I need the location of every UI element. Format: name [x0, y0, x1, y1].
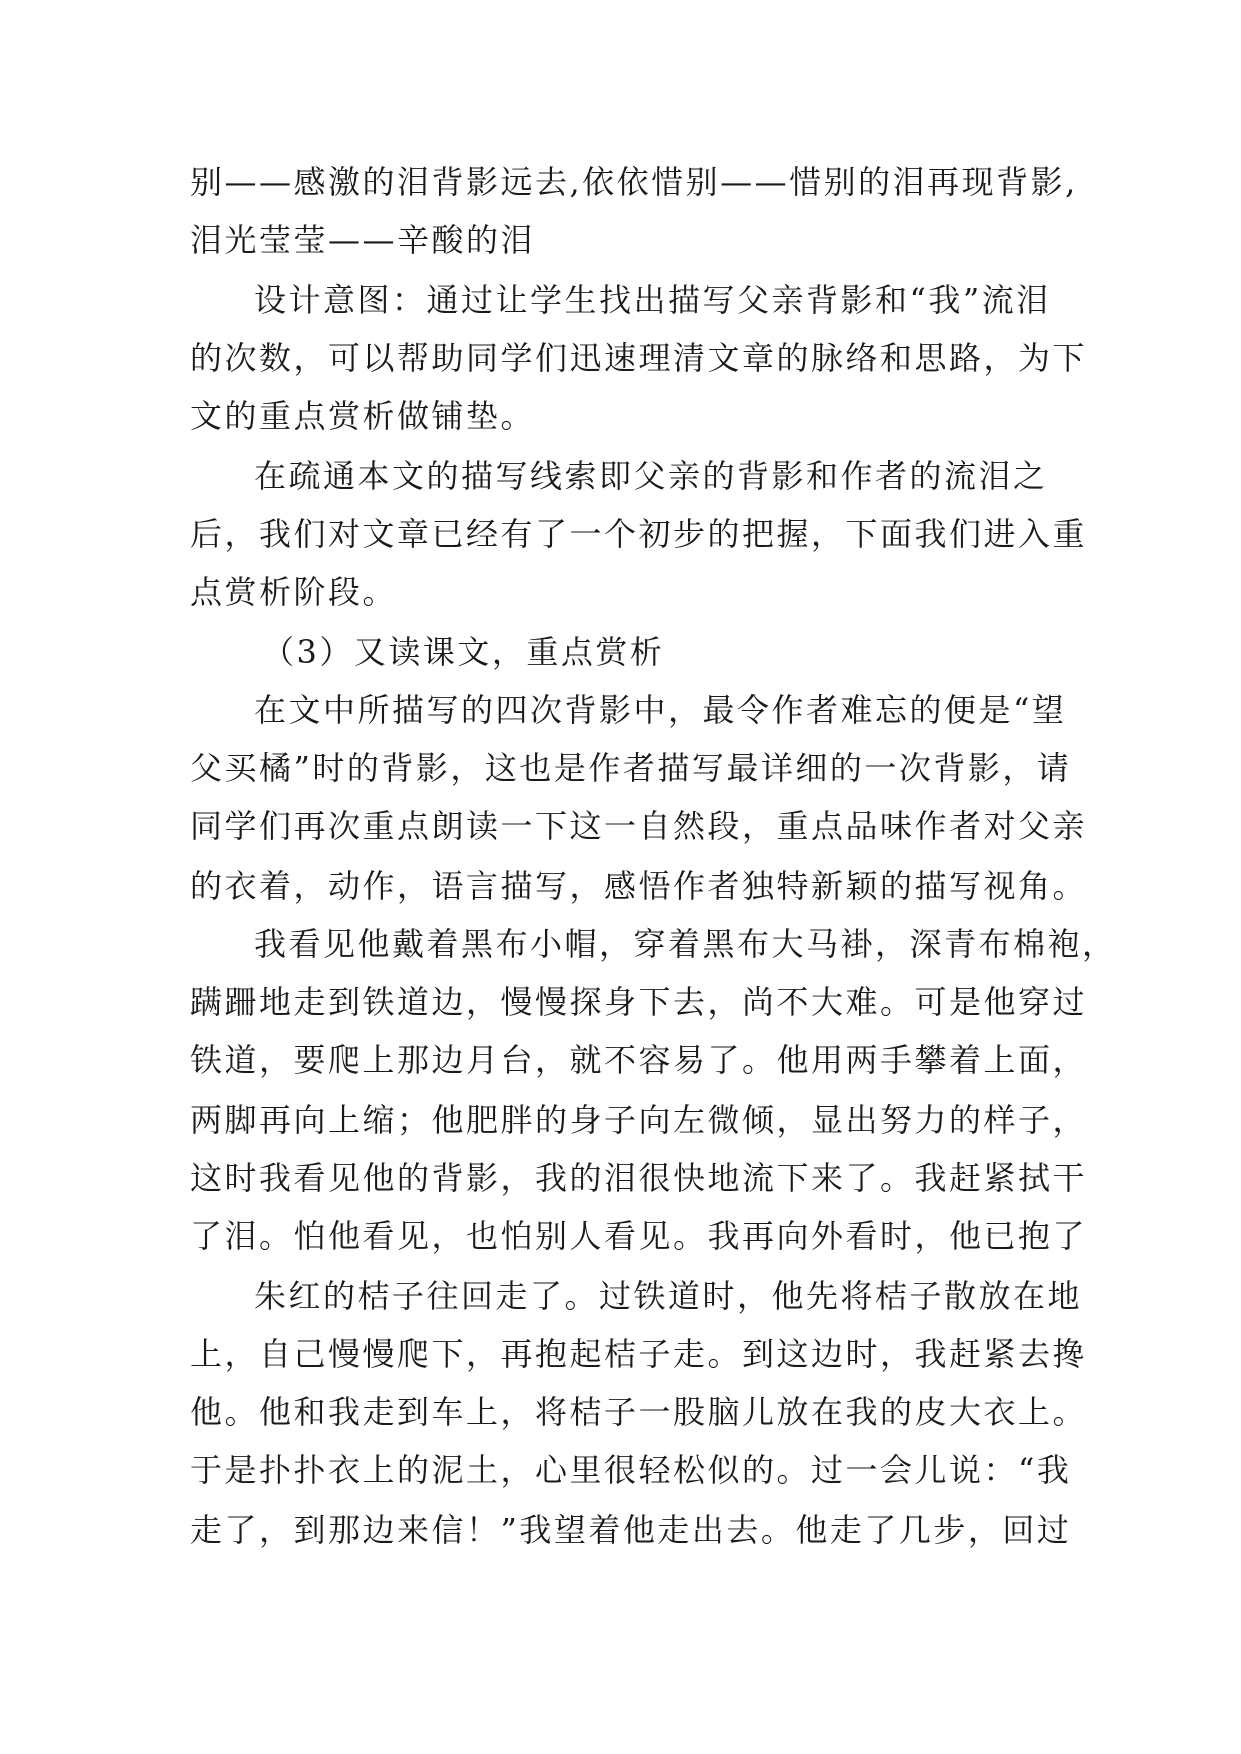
quote-line: 了泪。怕他看见，也怕别人看见。我再向外看时，他已抱了 — [190, 1217, 1088, 1255]
text-line: 父买橘”时的背影，这也是作者描写最详细的一次背影，请 — [190, 749, 1072, 787]
text-line: 文的重点赏析做铺垫。 — [190, 397, 536, 435]
text-line: 后，我们对文章已经有了一个初步的把握，下面我们进入重 — [190, 515, 1088, 553]
text-line: 的次数，可以帮助同学们迅速理清文章的脉络和思路，为下 — [190, 339, 1088, 377]
text-line: 点赏析阶段。 — [190, 573, 398, 611]
quote-line: 他。他和我走到车上，将桔子一股脑儿放在我的皮大衣上。 — [190, 1393, 1088, 1431]
quote-line: 两脚再向上缩；他肥胖的身子向左微倾，显出努力的样子， — [190, 1101, 1088, 1139]
text-line: 别——感激的泪背影远去,依依惜别——惜别的泪再现背影, — [190, 163, 1078, 201]
paragraph-line-design-intent: 设计意图：通过让学生找出描写父亲背影和“我”流泪 — [254, 281, 1051, 319]
text-line: 泪光莹莹——辛酸的泪 — [190, 221, 536, 259]
quote-line: 上，自己慢慢爬下，再抱起桔子走。到这边时，我赶紧去搀 — [190, 1335, 1088, 1373]
quote-line: 于是扑扑衣上的泥土，心里很轻松似的。过一会儿说：“我 — [190, 1451, 1072, 1489]
quote-line: 朱红的桔子往回走了。过铁道时，他先将桔子散放在地 — [254, 1277, 1083, 1315]
text-line: 同学们再次重点朗读一下这一自然段，重点品味作者对父亲 — [190, 807, 1088, 845]
text-line: 的衣着，动作，语言描写，感悟作者独特新颖的描写视角。 — [190, 867, 1088, 905]
quote-line: 走了，到那边来信！”我望着他走出去。他走了几步，回过 — [190, 1511, 1072, 1549]
quote-line: 这时我看见他的背影，我的泪很快地流下来了。我赶紧拭干 — [190, 1159, 1088, 1197]
paragraph-line: 在疏通本文的描写线索即父亲的背影和作者的流泪之 — [254, 457, 1048, 495]
quote-line: 蹒跚地走到铁道边，慢慢探身下去，尚不大难。可是他穿过 — [190, 983, 1088, 1021]
quote-line: 铁道，要爬上那边月台，就不容易了。他用两手攀着上面， — [190, 1041, 1088, 1079]
paragraph-line: 在文中所描写的四次背影中，最令作者难忘的便是“望 — [254, 691, 1067, 729]
quote-line: 我看见他戴着黑布小帽，穿着黑布大马褂，深青布棉袍， — [254, 925, 1117, 963]
section-heading: （3）又读课文，重点赏析 — [262, 633, 665, 671]
